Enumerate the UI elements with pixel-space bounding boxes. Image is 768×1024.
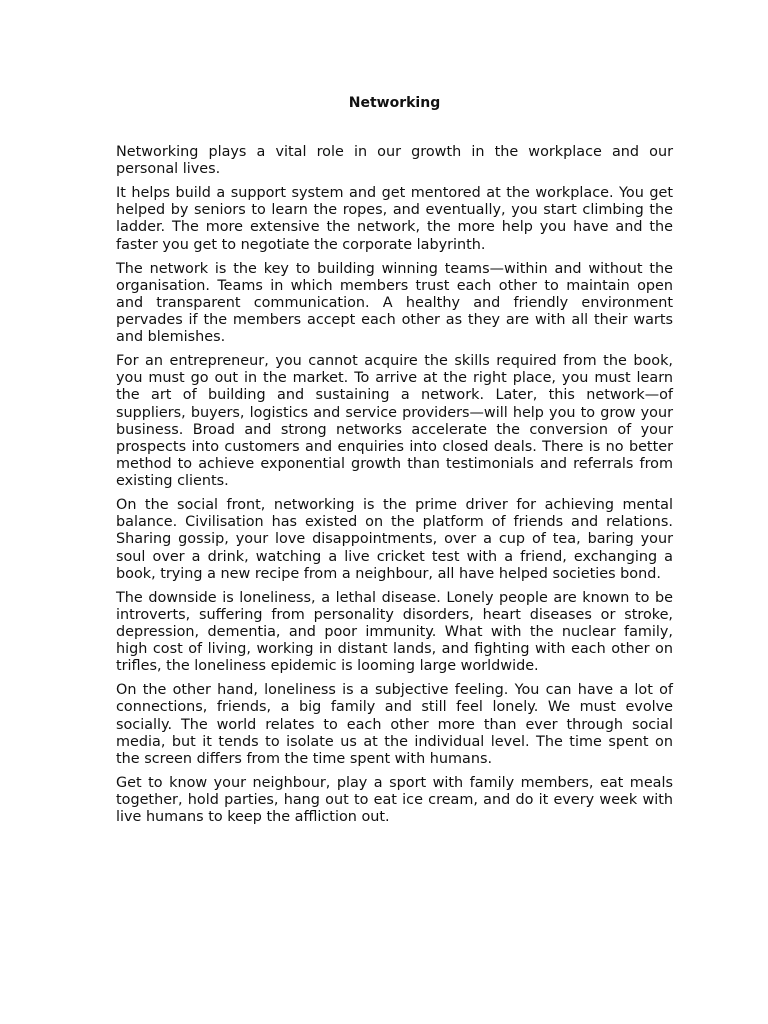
paragraph-3: The network is the key to building winning teams—within and without the organisation. Teams in which members trust each other to maintain open and transparent communication. A healthy and friendly environment pervades if the members accept each other as they are with all their warts and blemishes. [116,260,673,346]
paragraph-2: It helps build a support system and get mentored at the workplace. You get helped by seniors to learn the ropes, and eventually, you start climbing the ladder. The more extensive the network, the more help you have and the faster you get to negotiate the corporate labyrinth. [116,185,673,253]
paragraph-1: Networking plays a vital role in our growth in the workplace and our personal lives. [116,144,673,178]
paragraph-6: The downside is loneliness, a lethal disease. Lonely people are known to be introverts, suffering from personality disorders, heart diseases or stroke, depression, dementia, and poor immunity. What with the nuclear family, high cost of living, working in distant lands, and fighting with each other on trifles, the loneliness epidemic is looming large worldwide. [116,589,673,675]
paragraph-5: On the social front, networking is the prime driver for achieving mental balance. Civilisation has existed on the platform of friends and relations. Sharing gossip, your love disappointments, over a cup of tea, baring your soul over a drink, watching a live cricket test with a friend, exchanging a book, trying a new recipe from a neighbour, all have helped societies bond. [116,497,673,582]
paragraph-7: On the other hand, loneliness is a subjective feeling. You can have a lot of connections, friends, a big family and still feel lonely. We must evolve socially. The world relates to each other more than ever through social media, but it tends to isolate us at the individual level. The time spent on the screen differs from the time spent with humans. [116,682,673,767]
document-page [116,0,673,833]
document-body [116,144,673,826]
paragraph-8: Get to know your neighbour, play a sport with family members, eat meals together, hold parties, hang out to eat ice cream, and do it every week with live humans to keep the affliction out. [116,774,673,826]
paragraph-4: For an entrepreneur, you cannot acquire the skills required from the book, you must go out in the market. To arrive at the right place, you must learn the art of building and sustaining a network. Later, this network—of suppliers, buyers, logistics and service providers—will help you to grow your business. Broad and strong networks accelerate the conversion of your prospects into customers and enquiries into closed deals. There is no better method to achieve exponential growth than testimonials and referrals from existing clients. [116,353,673,490]
document-title: Networking [348,95,441,111]
